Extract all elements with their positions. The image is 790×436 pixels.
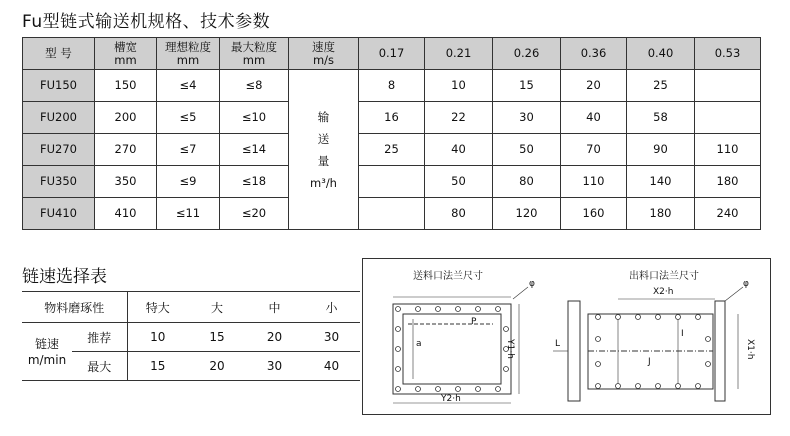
inlet-a-label: a [416, 339, 422, 349]
header-model: 型 号 [23, 38, 95, 70]
inlet-title: 送料口法兰尺寸 [413, 271, 483, 282]
inlet-y2-label: Y2·h [441, 394, 461, 404]
ideal-cell: ≤7 [157, 134, 220, 166]
speed-table-title: 链速选择表 [22, 267, 107, 287]
value-cell: 20 [246, 323, 303, 352]
ideal-cell: ≤5 [157, 102, 220, 134]
speed-header-row [22, 292, 360, 323]
model-cell: FU350 [23, 166, 95, 198]
header-speed-value: 0.40 [627, 38, 695, 70]
header-speed-value: 0.21 [425, 38, 493, 70]
header-speed-value: 0.36 [561, 38, 627, 70]
table-row [23, 198, 761, 230]
width-cell: 350 [95, 166, 157, 198]
value-cell: 25 [359, 134, 425, 166]
table-row [23, 166, 761, 198]
value-cell: 70 [561, 134, 627, 166]
grade-header: 小 [303, 292, 360, 323]
max-cell: ≤8 [220, 70, 289, 102]
value-cell: 15 [127, 352, 188, 381]
value-cell: 160 [561, 198, 627, 230]
value-cell: 25 [627, 70, 695, 102]
row-label: 最大 [72, 352, 127, 381]
outlet-flange [553, 287, 743, 401]
outlet-phi-label: φ [743, 279, 749, 289]
value-cell: 58 [627, 102, 695, 134]
width-cell: 150 [95, 70, 157, 102]
value-cell: 10 [127, 323, 188, 352]
value-cell: 110 [561, 166, 627, 198]
inlet-bolt-holes [396, 307, 509, 392]
grade-header: 特大 [127, 292, 188, 323]
table-row [22, 352, 360, 381]
header-speed-value: 0.17 [359, 38, 425, 70]
header-width: 槽宽 mm [95, 38, 157, 70]
flange-diagram [362, 258, 771, 415]
value-cell: 110 [695, 134, 761, 166]
value-cell: 80 [425, 198, 493, 230]
outlet-right-plate [715, 301, 725, 401]
value-cell: 30 [246, 352, 303, 381]
value-cell: 15 [188, 323, 246, 352]
table-row [23, 102, 761, 134]
header-speed-value: 0.53 [695, 38, 761, 70]
value-cell: 120 [493, 198, 561, 230]
value-cell: 22 [425, 102, 493, 134]
grade-header: 大 [188, 292, 246, 323]
model-cell: FU150 [23, 70, 95, 102]
row-label: 推荐 [72, 323, 127, 352]
header-ideal-size: 理想粒度 mm [157, 38, 220, 70]
value-cell: 30 [303, 323, 360, 352]
value-cell [359, 198, 425, 230]
value-cell: 240 [695, 198, 761, 230]
value-cell: 140 [627, 166, 695, 198]
model-cell: FU410 [23, 198, 95, 230]
model-cell: FU200 [23, 102, 95, 134]
throughput-label: 输 送 量 m³/h [289, 70, 359, 230]
value-cell: 16 [359, 102, 425, 134]
width-cell: 200 [95, 102, 157, 134]
value-cell: 40 [303, 352, 360, 381]
inlet-outer-rect [393, 304, 511, 394]
spec-header-row [23, 38, 761, 70]
chain-speed-label: 链速 m/min [22, 323, 72, 381]
flange-drawing [363, 259, 770, 414]
outlet-j-label: J [648, 357, 651, 367]
outlet-i-label: I [681, 329, 684, 339]
value-cell: 180 [695, 166, 761, 198]
value-cell: 10 [425, 70, 493, 102]
value-cell: 20 [561, 70, 627, 102]
header-max-size: 最大粒度 mm [220, 38, 289, 70]
value-cell: 20 [188, 352, 246, 381]
header-speed-value: 0.26 [493, 38, 561, 70]
value-cell: 180 [627, 198, 695, 230]
ideal-cell: ≤9 [157, 166, 220, 198]
value-cell: 40 [561, 102, 627, 134]
inlet-y1-label: Y1·h [505, 339, 515, 359]
outlet-x1-label: X1·h [745, 339, 755, 360]
value-cell [695, 70, 761, 102]
max-cell: ≤18 [220, 166, 289, 198]
value-cell [695, 102, 761, 134]
speed-table [22, 291, 360, 381]
page-title: Fu型链式输送机规格、技术参数 [22, 12, 271, 32]
outlet-body [588, 314, 713, 389]
value-cell [359, 166, 425, 198]
ideal-cell: ≤4 [157, 70, 220, 102]
value-cell: 40 [425, 134, 493, 166]
value-cell: 90 [627, 134, 695, 166]
value-cell: 30 [493, 102, 561, 134]
table-row [22, 323, 360, 352]
inlet-p-label: P [471, 317, 477, 327]
table-row [23, 70, 761, 102]
max-cell: ≤20 [220, 198, 289, 230]
model-cell: FU270 [23, 134, 95, 166]
grade-header: 中 [246, 292, 303, 323]
inlet-phi-label: φ [529, 279, 535, 289]
table-row [23, 134, 761, 166]
value-cell: 8 [359, 70, 425, 102]
ideal-cell: ≤11 [157, 198, 220, 230]
outlet-l-label: L [555, 339, 561, 349]
header-speed: 速度 m/s [289, 38, 359, 70]
width-cell: 270 [95, 134, 157, 166]
outlet-x2-label: X2·h [653, 287, 674, 297]
value-cell: 15 [493, 70, 561, 102]
outlet-left-plate [568, 301, 580, 401]
value-cell: 50 [493, 134, 561, 166]
outlet-title: 出料口法兰尺寸 [629, 271, 699, 282]
value-cell: 50 [425, 166, 493, 198]
width-cell: 410 [95, 198, 157, 230]
value-cell: 80 [493, 166, 561, 198]
spec-table [22, 37, 761, 230]
max-cell: ≤14 [220, 134, 289, 166]
max-cell: ≤10 [220, 102, 289, 134]
abrasiveness-header: 物料磨琢性 [22, 292, 127, 323]
